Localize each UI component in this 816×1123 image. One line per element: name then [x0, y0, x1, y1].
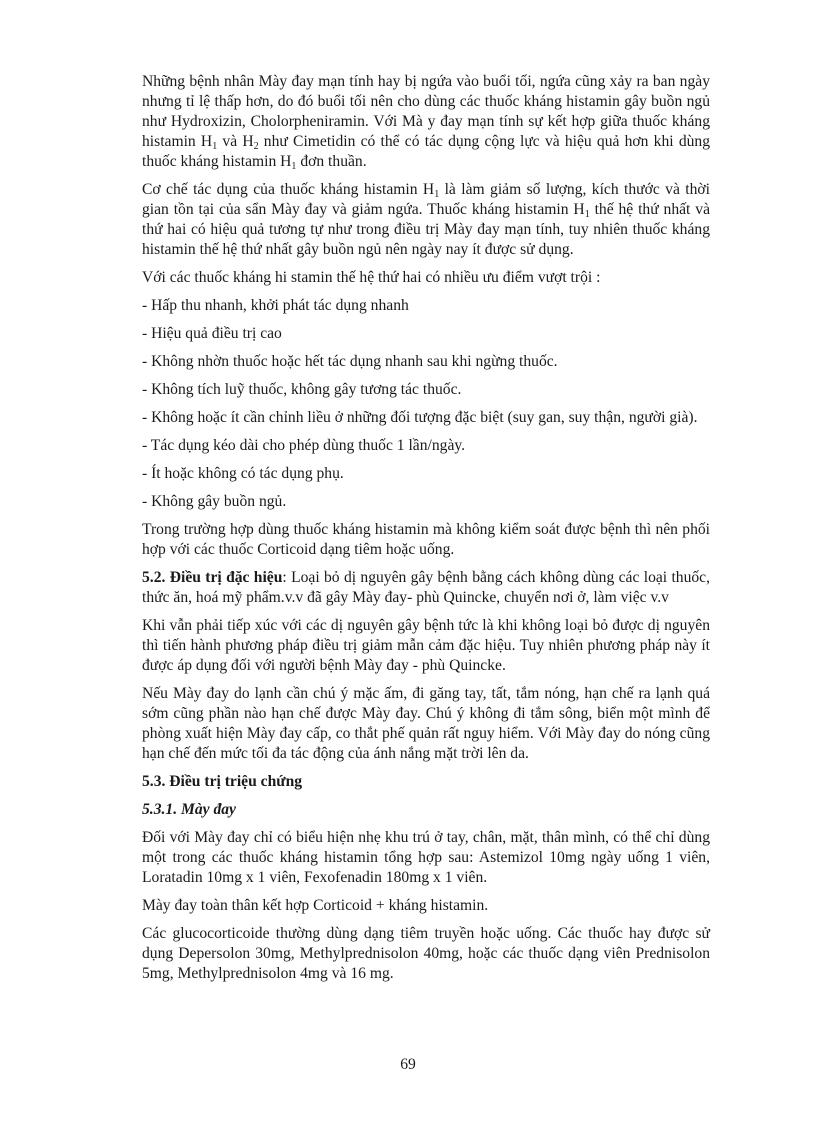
section-5-2: [142, 568, 710, 608]
list-item: - Hấp thu nhanh, khởi phát tác dụng nhanh: [142, 297, 409, 314]
subscript: 1: [584, 209, 590, 220]
paragraph-desensitization: Khi vẫn phải tiếp xúc với các dị nguyên gây bệnh tức là khi không loại bỏ được dị nguyên thì tiến hành phương pháp điều trị giảm mẫn cảm đặc hiệu. Tuy nhiên phương pháp này ít được áp dụng đối với người bệnh Mày đay - phù Quincke.: [142, 617, 710, 674]
list-item: - Không hoặc ít cần chỉnh liều ở những đối tượng đặc biệt (suy gan, suy thận, người già).: [142, 409, 698, 426]
list-item: - Tác dụng kéo dài cho phép dùng thuốc 1 lần/ngày.: [142, 437, 466, 454]
list-item: - Không gây buồn ngủ.: [142, 493, 287, 510]
text: đơn thuần.: [296, 153, 367, 170]
paragraph-glucocorticoids: Các glucocorticoide thường dùng dạng tiêm truyền hoặc uống. Các thuốc hay được sử dụng Depersolon 30mg, Methylprednisolon 40mg, hoặc các thuốc dạng viên Prednisolon 5mg, Methylprednisolon 4mg và 16 mg.: [142, 925, 710, 982]
text: thế hệ thứ nhất và thứ hai có hiệu quả tương tự như trong điều trị Mày đay mạn tính, tuy nhiên thuốc kháng histamin thế hệ thứ nhất gây buồn ngủ nên ngày nay ít được sử dụng.: [142, 201, 710, 258]
list-item: - Hiệu quả điều trị cao: [142, 325, 282, 342]
text: là làm giảm số lượng, kích thước và thời gian tồn tại của sẩn Mày đay và giảm ngứa. Thuốc kháng histamin H: [142, 181, 711, 218]
paragraph-combination: Trong trường hợp dùng thuốc kháng histamin mà không kiểm soát được bệnh thì nên phối hợp với các thuốc Corticoid dạng tiêm hoặc uống.: [142, 521, 710, 558]
section-heading: 5.2. Điều trị đặc hiệu: [142, 569, 283, 586]
list-item: - Không tích luỹ thuốc, không gây tương tác thuốc.: [142, 381, 462, 398]
subscript: 2: [253, 141, 259, 152]
paragraph-mechanism: [142, 180, 710, 260]
paragraph-chronic-urticaria: [142, 72, 710, 172]
paragraph-cold-urticaria: Nếu Mày đay do lạnh cần chú ý mặc ấm, đi găng tay, tất, tắm nóng, hạn chế ra lạnh quá sớm cũng phần nào hạn chế được Mày đay. Chú ý không đi tắm sông, biển một mình để phòng xuất hiện Mày đay cấp, co thắt phế quản rất nguy hiểm. Với Mày đay do nóng cũng hạn chế đến mức tối đa tác động của ánh nắng mặt trời lên da.: [142, 685, 710, 762]
section-text: : Loại bỏ dị nguyên gây bệnh bằng cách không dùng các loại thuốc, thức ăn, hoá mỹ phẩm.v.v đã gây Mày đay- phù Quincke, chuyển nơi ở, làm việc v.v: [142, 569, 711, 606]
paragraph-systemic: Mày đay toàn thân kết hợp Corticoid + kháng histamin.: [142, 897, 489, 914]
section-heading-5-3: 5.3. Điều trị triệu chứng: [142, 773, 303, 790]
page-body: [142, 72, 710, 992]
text: và H: [217, 133, 254, 150]
list-item: - Ít hoặc không có tác dụng phụ.: [142, 465, 344, 482]
list-item: - Không nhờn thuốc hoặc hết tác dụng nhanh sau khi ngừng thuốc.: [142, 353, 558, 370]
text: Cơ chế tác dụng của thuốc kháng histamin H: [142, 181, 435, 198]
subscript: 1: [291, 161, 297, 172]
subscript: 1: [434, 189, 440, 200]
subscript: 1: [212, 141, 218, 152]
paragraph-mild-urticaria: Đối với Mày đay chỉ có biểu hiện nhẹ khu trú ở tay, chân, mặt, thân mình, có thể chỉ dùng một trong các thuốc kháng histamin tổng hợp sau: Astemizol 10mg ngày uống 1 viên, Loratadin 10mg x 1 viên, Fexofenadin 180mg x 1 viên.: [142, 829, 710, 886]
subsection-heading-5-3-1: 5.3.1. Mày đay: [142, 801, 236, 818]
page-number: 69: [400, 1056, 416, 1073]
paragraph-advantages-intro: Với các thuốc kháng hi stamin thế hệ thứ hai có nhiều ưu điểm vượt trội :: [142, 269, 601, 286]
text: như Cimetidin có thể có tác dụng cộng lực và hiệu quả hơn khi dùng thuốc kháng histamin H: [142, 133, 711, 170]
text: Những bệnh nhân Mày đay mạn tính hay bị ngứa vào buổi tối, ngứa cũng xảy ra ban ngày nhưng tỉ lệ thấp hơn, do đó buổi tối nên cho dùng các thuốc kháng histamin gây buồn ngủ như Hydroxizin, Cholorpheniramin. Với Mà y đay mạn tính sự kết hợp giữa thuốc kháng histamin H: [142, 73, 710, 150]
